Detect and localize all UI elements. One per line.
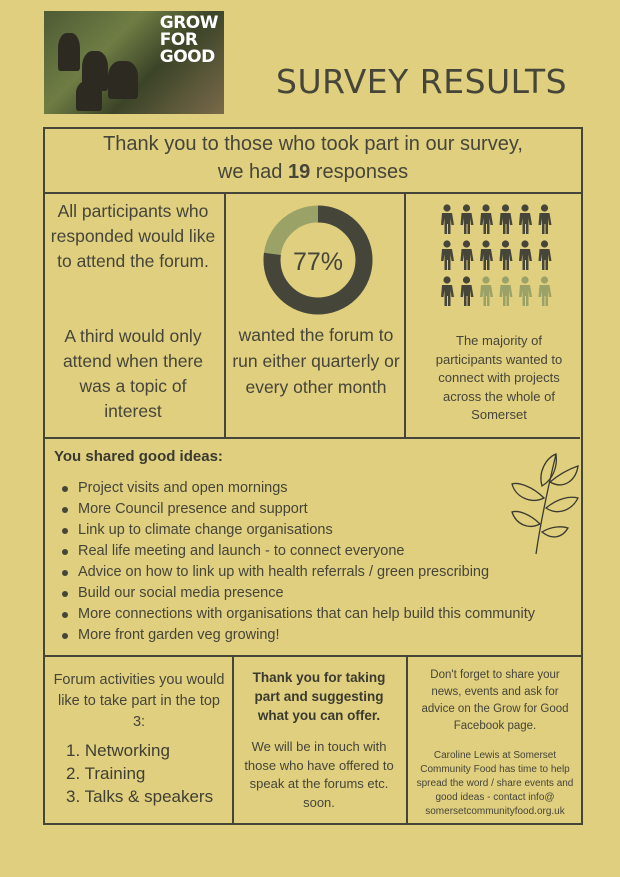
list-item: 1. Networking	[66, 741, 170, 760]
contact-info: Caroline Lewis at Somerset Community Food has time to help spread the word / share events and good ideas - contact info@ somersetcommunityfood.org.uk	[416, 750, 574, 817]
grow-for-good-logo: GROW FOR GOOD	[159, 13, 218, 67]
person-icon	[480, 240, 493, 270]
person-icon	[539, 240, 552, 270]
person-icon	[441, 276, 454, 306]
person-icon	[480, 276, 493, 306]
person-icon	[461, 276, 474, 306]
list-item: More connections with organisations that can help build this community	[56, 604, 535, 625]
person-icon	[500, 276, 513, 306]
header-photo	[44, 11, 224, 114]
list-item: Project visits and open mornings	[56, 478, 535, 499]
list-item: Advice on how to link up with health referrals / green prescribing	[56, 562, 535, 583]
activities-intro: Forum activities you would like to take part in the top 3:	[53, 672, 225, 730]
list-item: Link up to climate change organisations	[56, 520, 535, 541]
facebook-reminder: Don't forget to share your news, events and ask for advice on the Grow for Good Facebook page.	[421, 669, 569, 732]
donut-percent-label: 77%	[292, 248, 344, 276]
leaf-branch-illustration	[506, 446, 582, 558]
page-title: SURVEY RESULTS	[276, 62, 568, 101]
list-item: 2. Training	[66, 764, 146, 783]
percent-donut-chart	[258, 203, 378, 323]
person-icon	[441, 204, 454, 234]
person-icon	[519, 276, 532, 306]
person-icon	[461, 240, 474, 270]
list-item: More front garden veg growing!	[56, 625, 535, 646]
list-item: Build our social media presence	[56, 583, 535, 604]
people-pictogram	[438, 204, 562, 310]
person-icon	[519, 204, 532, 234]
person-icon	[500, 240, 513, 270]
person-icon	[480, 204, 493, 234]
topic-interest-text: A third would only attend when there was a topic of interest	[62, 326, 204, 421]
person-icon	[539, 276, 552, 306]
person-icon	[500, 204, 513, 234]
top-activities-list	[66, 739, 213, 808]
ideas-heading: You shared good ideas:	[54, 448, 223, 465]
person-icon	[539, 204, 552, 234]
ideas-list	[56, 478, 535, 646]
list-item: 3. Talks & speakers	[66, 787, 214, 806]
person-icon	[461, 204, 474, 234]
thank-you-banner: Thank you to those who took part in our survey, we had 19 responses	[103, 133, 523, 183]
attendance-text: All participants who responded would like to attend the forum.	[50, 201, 216, 271]
person-icon	[519, 240, 532, 270]
thank-you-heading: Thank you for taking part and suggesting what you can offer.	[252, 670, 386, 723]
person-icon	[441, 240, 454, 270]
list-item: More Council presence and support	[56, 499, 535, 520]
list-item: Real life meeting and launch - to connect everyone	[56, 541, 535, 562]
in-touch-text: We will be in touch with those who have offered to speak at the forums etc. soon.	[244, 739, 394, 810]
response-count: 19	[287, 161, 311, 183]
frequency-text: wanted the forum to run either quarterly or every other month	[232, 325, 400, 397]
majority-text: The majority of participants wanted to connect with projects across the whole of Somerset	[435, 333, 563, 422]
